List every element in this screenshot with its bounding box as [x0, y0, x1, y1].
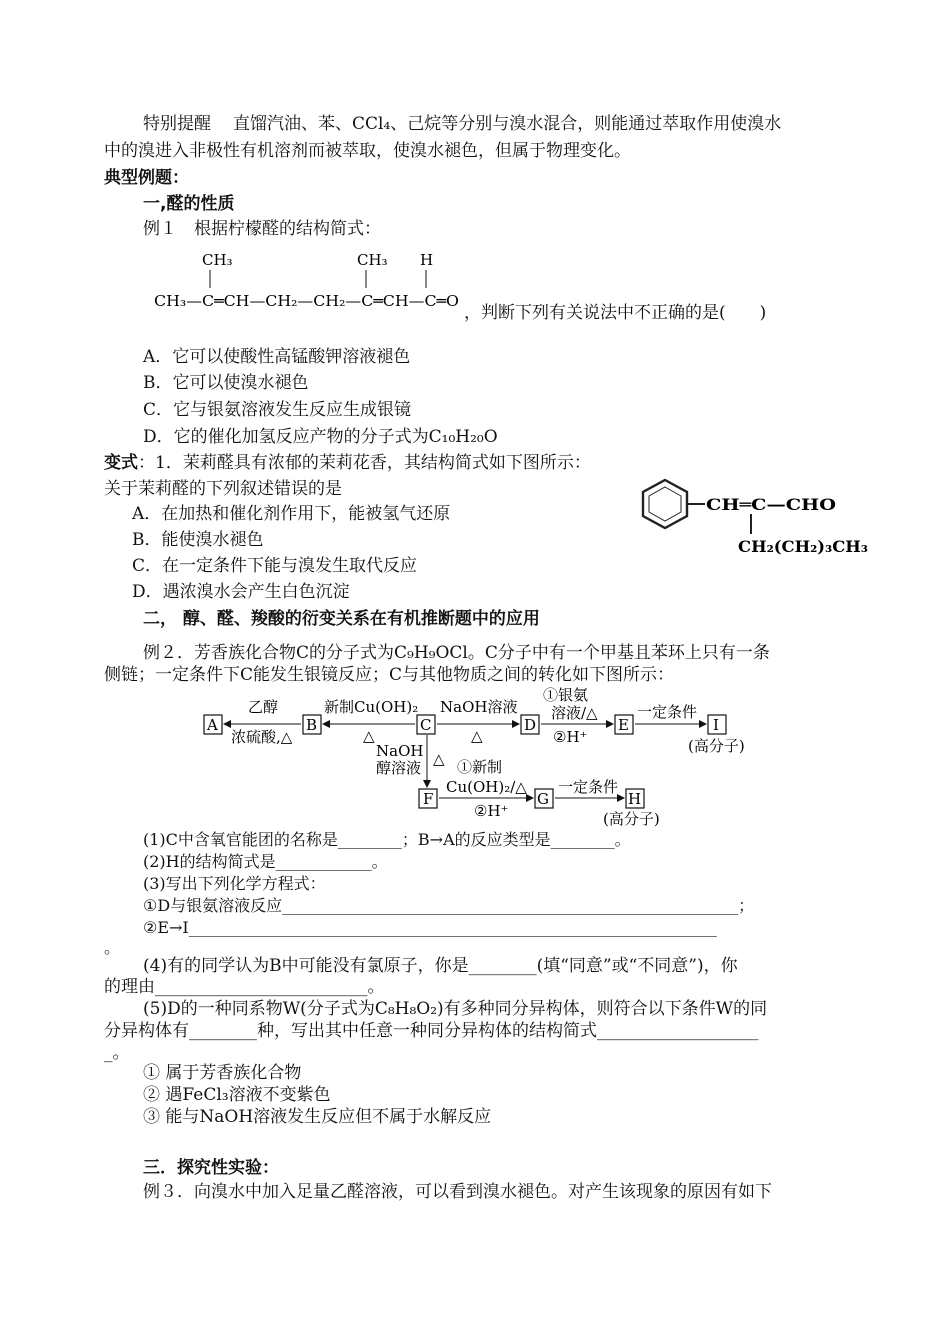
label-cb-bottom: △	[363, 727, 375, 745]
question-3b-end: 。	[104, 938, 121, 957]
reminder-text-2: 中的溴进入非极性有机溶剂而被萃取，使溴水褪色，但属于物理变化。	[104, 141, 631, 161]
variant-line	[104, 452, 591, 474]
example2-line-1: 例２．芳香族化合物C的分子式为C₉H₉OCl。C分子中有一个甲基且苯环上只有一条	[143, 643, 770, 663]
question-5-line-1: (5)D的一种同系物W(分子式为C₈H₈O₂)有多种同分异构体，则符合以下条件W的同	[143, 999, 768, 1019]
option-a: A．它可以使酸性高锰酸钾溶液褪色	[143, 347, 411, 367]
formula-h-top: H	[420, 251, 434, 269]
reaction-scheme-diagram	[195, 686, 765, 830]
label-cf-left-2: 醇溶液	[376, 759, 422, 777]
option-d: D．它的催化加氢反应产物的分子式为C₁₀H₂₀O	[143, 427, 498, 447]
label-de-mid: 溶液/△	[551, 704, 598, 722]
label-fg-top-1: ①新制	[457, 758, 503, 776]
label-cf-right: △	[433, 750, 445, 768]
section1-heading: 一,醛的性质	[143, 194, 235, 214]
node-d: D	[524, 716, 537, 734]
node-e: E	[618, 716, 629, 734]
condition-3: ③ 能与NaOH溶液发生反应但不属于水解反应	[143, 1107, 492, 1127]
question-5-line-2: 分异构体有________种，写出其中任意一种同分异构体的结构简式___________________	[104, 1021, 759, 1041]
reminder-line-1	[143, 113, 781, 135]
example3-line-1: 例３．向溴水中加入足量乙醛溶液，可以看到溴水褪色。对产生该现象的原因有如下	[143, 1182, 772, 1202]
label-ba-bottom: 浓硫酸,△	[231, 728, 293, 746]
variant-question: 关于茉莉醛的下列叙述错误的是	[104, 479, 342, 499]
question-4-line-1: (4)有的同学认为B中可能没有氯原子，你是________(填“同意”或“不同意”)，你	[143, 956, 738, 976]
typical-heading: 典型例题：	[104, 168, 189, 188]
section2-heading: 二， 醇、醛、羧酸的衍变关系在有机推断题中的应用	[143, 609, 540, 629]
node-h: H	[628, 790, 642, 808]
section3-heading: 三．探究性实验：	[143, 1158, 279, 1178]
label-de-top: ①银氨	[543, 686, 589, 704]
variant-label: 变式	[104, 453, 138, 473]
question-3b: ②E→I__________________________________________________________________	[143, 918, 717, 937]
node-i: I	[713, 716, 719, 734]
formula-ch3-top-2: CH₃	[357, 251, 388, 269]
label-cd-top: NaOH溶液	[440, 698, 518, 716]
node-f: F	[423, 790, 434, 808]
label-cf-left-1: NaOH	[376, 742, 424, 760]
example1-question: ，判断下列有关说法中不正确的是( )	[464, 303, 767, 323]
example2-line-2: 侧链；一定条件下C能发生银镜反应；C与其他物质之间的转化如下图所示：	[104, 665, 675, 685]
label-ei-top: 一定条件	[637, 703, 698, 721]
question-1: (1)C中含氧官能团的名称是________；B→A的反应类型是________。	[143, 830, 631, 849]
option-c: C．它与银氨溶液发生反应生成银镜	[143, 400, 412, 420]
jasminaldehyde-structure-image	[610, 470, 875, 562]
reminder-label: 特别提醒	[143, 114, 211, 134]
question-3a: ①D与银氨溶液反应_________________________________________________________；	[143, 896, 755, 915]
formula-ch3-top-1: CH₃	[202, 251, 233, 269]
question-2: (2)H的结构简式是____________。	[143, 852, 388, 871]
example1-intro: 例１ 根据柠檬醛的结构简式：	[143, 219, 381, 239]
node-c: C	[420, 716, 432, 734]
condition-2: ② 遇FeCl₃溶液不变紫色	[143, 1085, 331, 1105]
citral-structure-image	[150, 248, 470, 314]
label-i-note: (高分子)	[688, 737, 745, 755]
question-5-line-3: _。	[104, 1043, 130, 1063]
variant-text: ：1．茉莉醛具有浓郁的茉莉花香，其结构简式如下图所示：	[138, 453, 591, 473]
node-b: B	[306, 716, 318, 734]
variant-option-a: A．在加热和催化剂作用下，能被氢气还原	[132, 504, 451, 524]
reminder-text-1: 直馏汽油、苯、CCl₄、己烷等分别与溴水混合，则能通过萃取作用使溴水	[233, 114, 782, 134]
option-b: B．它可以使溴水褪色	[143, 373, 309, 393]
variant-option-c: C．在一定条件下能与溴发生取代反应	[132, 556, 418, 576]
variant-option-d: D．遇浓溴水会产生白色沉淀	[132, 582, 350, 602]
label-cd-bottom: △	[471, 727, 483, 745]
label-ba-top: 乙醇	[248, 698, 279, 716]
label-fg-bottom: ②H⁺	[474, 802, 509, 820]
question-4-line-2: 的理由_________________________。	[104, 977, 385, 997]
node-a: A	[207, 716, 218, 734]
question-3: (3)写出下列化学方程式：	[143, 874, 326, 893]
label-cb-top: 新制Cu(OH)₂	[324, 698, 419, 716]
node-g: G	[537, 790, 549, 808]
label-fg-top-2: Cu(OH)₂/△	[446, 778, 527, 796]
label-gh-top: 一定条件	[558, 778, 619, 796]
condition-1: ① 属于芳香族化合物	[143, 1063, 302, 1083]
label-h-note: (高分子)	[603, 810, 660, 828]
formula-main-chain: CH₃—C═CH—CH₂—CH₂—C═CH—C═O	[154, 292, 459, 310]
jasmine-chain: CH═C—CHO	[706, 495, 837, 514]
variant-option-b: B．能使溴水褪色	[132, 530, 264, 550]
label-de-bottom: ②H⁺	[553, 728, 588, 746]
jasmine-substituent: CH₂(CH₂)₃CH₃	[738, 537, 868, 556]
